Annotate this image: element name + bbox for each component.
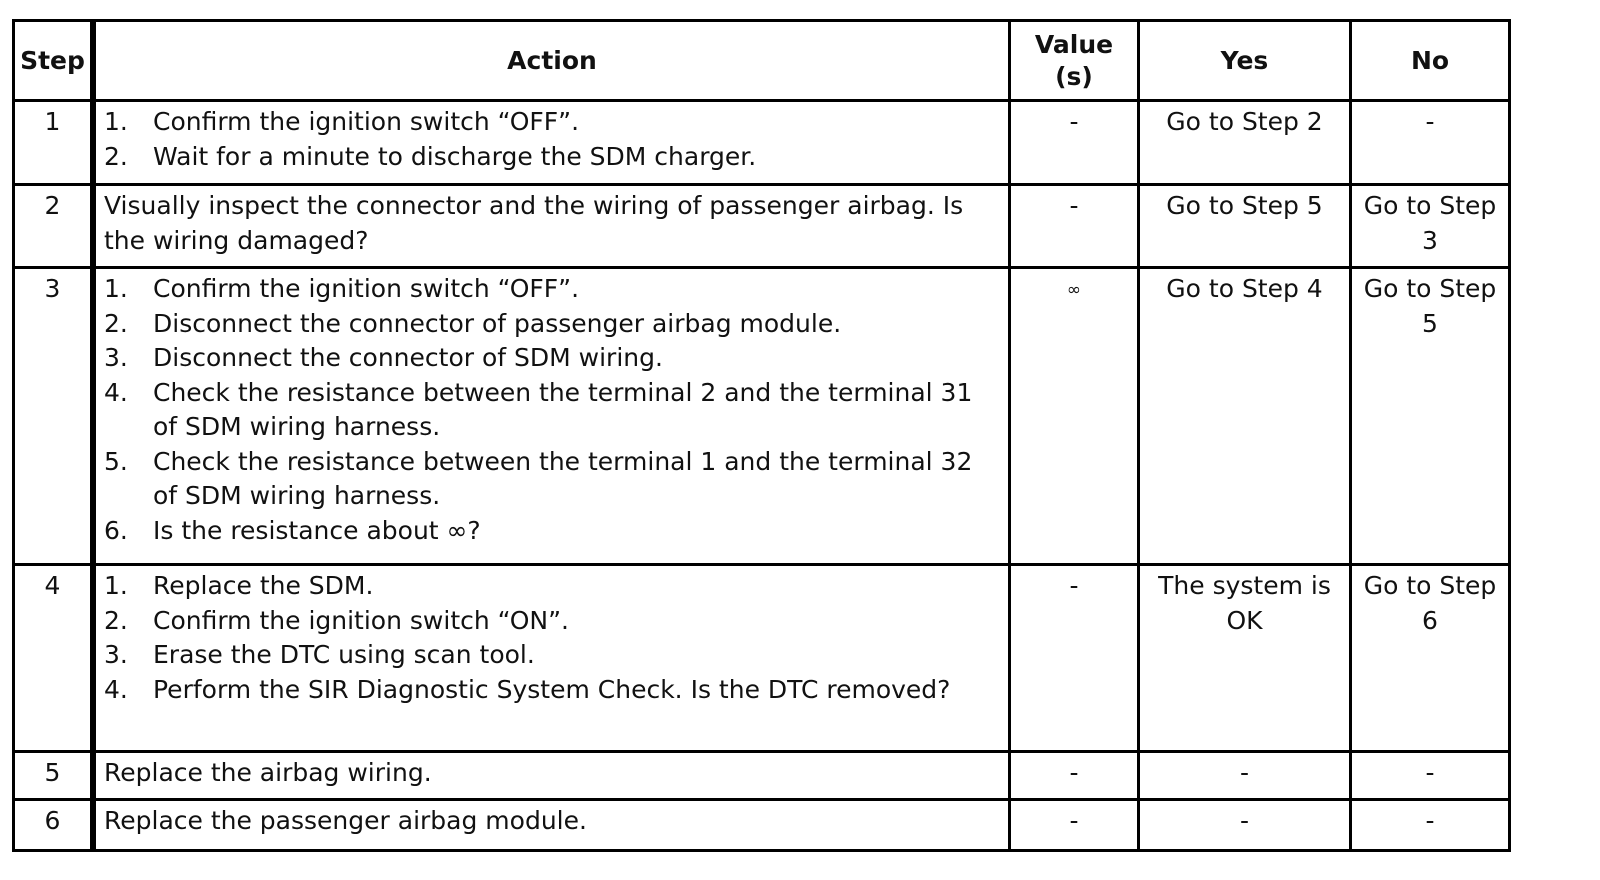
header-value <box>1011 22 1140 102</box>
value-cell: - <box>1011 753 1140 801</box>
step-number: 5 <box>15 753 96 801</box>
list-item <box>104 105 1000 140</box>
item-text: Erase the DTC using scan tool. <box>153 640 535 669</box>
action-list <box>104 272 1000 548</box>
step-number: 6 <box>15 801 96 849</box>
header-action: Action <box>96 22 1011 102</box>
table-row <box>15 801 1508 849</box>
action-list <box>104 105 1000 174</box>
item-text: Check the resistance between the terminal 1 and the terminal 32 of SDM wiring harness. <box>153 446 973 510</box>
item-text: Check the resistance between the terminal 2 and the terminal 31 of SDM wiring harness. <box>153 377 973 441</box>
item-text: Confirm the ignition switch “OFF”. <box>153 274 580 303</box>
yes-cell: The system is OK <box>1140 566 1352 753</box>
item-number: 3. <box>104 640 128 669</box>
item-number: 1. <box>104 107 128 136</box>
list-item <box>104 604 1000 639</box>
item-number: 2. <box>104 308 128 338</box>
no-cell: Go to Step 6 <box>1352 566 1508 753</box>
action-cell: Replace the airbag wiring. <box>96 753 1011 801</box>
yes-cell: - <box>1140 753 1352 801</box>
item-number: 4. <box>104 377 128 407</box>
action-cell <box>96 102 1011 186</box>
item-text: Replace the SDM. <box>153 571 374 600</box>
value-cell: - <box>1011 566 1140 753</box>
item-text: Disconnect the connector of SDM wiring. <box>153 343 663 372</box>
item-number: 3. <box>104 343 128 372</box>
no-cell: - <box>1352 102 1508 186</box>
no-cell: - <box>1425 806 1435 835</box>
action-cell: Replace the passenger airbag module. <box>96 801 1011 849</box>
value-cell <box>1011 269 1140 566</box>
header-value-line2: (s) <box>1055 61 1093 91</box>
no-cell: - <box>1352 753 1508 801</box>
list-item <box>104 445 1000 514</box>
step-number: 1 <box>15 102 96 186</box>
list-item <box>104 673 1000 708</box>
no-cell: Go to Step 5 <box>1352 269 1508 566</box>
list-item <box>104 638 1000 673</box>
list-item <box>104 272 1000 307</box>
list-item <box>104 307 1000 342</box>
item-number: 2. <box>104 605 128 635</box>
action-cell <box>96 566 1011 753</box>
value-cell: - <box>1011 102 1140 186</box>
step-number: 2 <box>15 186 96 269</box>
action-cell <box>96 269 1011 566</box>
no-cell: Go to Step 3 <box>1352 186 1508 269</box>
item-number: 1. <box>104 571 128 600</box>
table-row <box>15 102 1508 186</box>
diagnostic-table <box>12 19 1511 852</box>
table-row <box>15 566 1508 753</box>
yes-cell: - <box>1140 801 1352 849</box>
item-number: 6. <box>104 515 128 545</box>
item-number: 1. <box>104 274 128 303</box>
yes-cell: Go to Step 4 <box>1140 269 1352 566</box>
yes-cell: Go to Step 5 <box>1140 186 1352 269</box>
item-text: Disconnect the connector of passenger airbag module. <box>153 308 842 338</box>
item-text: Is the resistance about ∞? <box>153 515 481 545</box>
header-row <box>15 22 1508 102</box>
infinity-symbol: ∞ <box>1066 280 1082 300</box>
value-cell: - <box>1011 186 1140 269</box>
value-cell: - <box>1011 801 1140 849</box>
list-item <box>104 140 1000 175</box>
list-item <box>104 514 1000 549</box>
table-row <box>15 269 1508 566</box>
list-item <box>104 341 1000 376</box>
item-text: Confirm the ignition switch “OFF”. <box>153 107 580 136</box>
step-number: 4 <box>15 566 96 753</box>
list-item <box>104 569 1000 604</box>
action-list <box>104 569 1000 707</box>
step-number: 3 <box>15 269 96 566</box>
item-number: 5. <box>104 446 128 476</box>
header-no: No <box>1352 22 1508 102</box>
item-text: Perform the SIR Diagnostic System Check. Is the DTC removed? <box>153 674 951 704</box>
item-number: 4. <box>104 674 128 704</box>
table-row <box>15 753 1508 801</box>
action-cell: Visually inspect the connector and the wiring of passenger airbag. Is the wiring damaged? <box>96 186 1011 269</box>
header-value-line1: Value <box>1034 29 1114 59</box>
yes-cell: Go to Step 2 <box>1140 102 1352 186</box>
list-item <box>104 376 1000 445</box>
table-row <box>15 186 1508 269</box>
header-yes: Yes <box>1140 22 1352 102</box>
header-step: Step <box>15 22 96 102</box>
item-number: 2. <box>104 141 128 171</box>
item-text: Confirm the ignition switch “ON”. <box>153 605 569 635</box>
item-text: Wait for a minute to discharge the SDM charger. <box>153 141 757 171</box>
